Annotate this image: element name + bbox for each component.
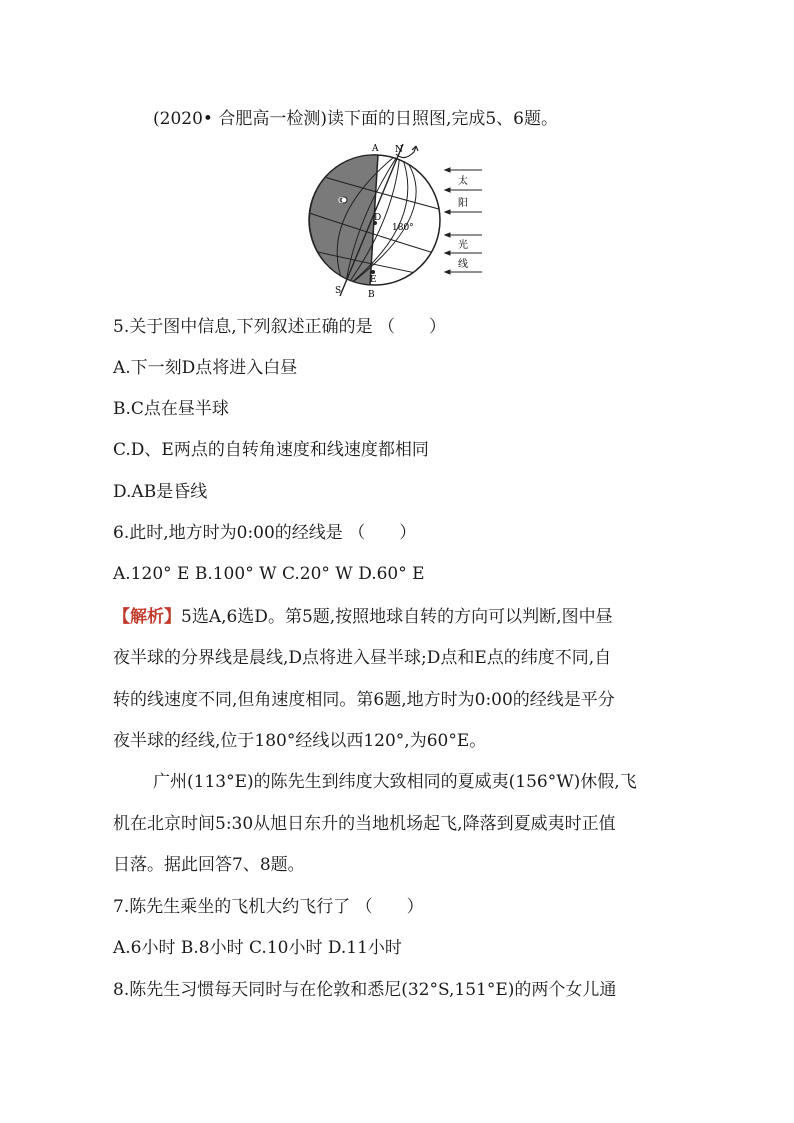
label-c: C [338, 196, 345, 205]
passage-line-2: 机在北京时间5:30从旭日东升的当地机场起飞,降落到夏威夷时正值 [113, 814, 616, 834]
sun-char-4: 线 [458, 259, 468, 270]
analysis-text-1: 5选A,6选D。第5题,按照地球自转的方向可以判断,图中昼 [181, 607, 613, 627]
analysis-line-3: 转的线速度不同,但角速度相同。第6题,地方时为0:00的经线是平分 [113, 690, 615, 710]
intro-text: (2020• 合肥高一检测)读下面的日照图,完成5、6题。 [153, 109, 558, 129]
analysis-line-1 [113, 606, 613, 628]
label-e: E [370, 275, 377, 285]
q5-option-d: D.AB是昏线 [113, 482, 208, 502]
q6-options: A.120° E B.100° W C.20° W D.60° E [113, 564, 425, 584]
q5-option-b: B.C点在昼半球 [113, 399, 229, 419]
label-a: A [372, 144, 379, 154]
sunlight-diagram [300, 140, 500, 300]
analysis-tag: 【解析】 [113, 607, 181, 627]
q5-option-a: A.下一刻D点将进入白昼 [113, 358, 298, 378]
sun-char-1: 太 [458, 176, 468, 187]
sun-char-2: 阳 [458, 198, 468, 209]
q7-options: A.6小时 B.8小时 C.10小时 D.11小时 [113, 938, 402, 958]
q8-stem: 8.陈先生习惯每天同时与在伦敦和悉尼(32°S,151°E)的两个女儿通 [113, 980, 617, 1000]
sun-char-3: 光 [458, 240, 468, 251]
passage-line-3: 日落。据此回答7、8题。 [113, 855, 305, 875]
label-180: 180° [392, 223, 414, 233]
label-s: S [335, 286, 342, 296]
label-n: N [395, 145, 403, 155]
analysis-line-2: 夜半球的分界线是晨线,D点将进入昼半球;D点和E点的纬度不同,自 [113, 648, 612, 668]
label-d: D [374, 213, 382, 223]
q5-stem: 5.关于图中信息,下列叙述正确的是 （ ） [113, 317, 447, 337]
passage-line-1: 广州(113°E)的陈先生到纬度大致相同的夏威夷(156°W)休假,飞 [153, 772, 637, 792]
q6-stem: 6.此时,地方时为0:00的经线是 （ ） [113, 523, 417, 543]
label-b: B [368, 290, 375, 300]
q5-option-c: C.D、E两点的自转角速度和线速度都相同 [113, 440, 429, 460]
point-e [371, 270, 375, 274]
analysis-line-4: 夜半球的经线,位于180°经线以西120°,为60°E。 [113, 731, 487, 751]
q7-stem: 7.陈先生乘坐的飞机大约飞行了 （ ） [113, 897, 424, 917]
